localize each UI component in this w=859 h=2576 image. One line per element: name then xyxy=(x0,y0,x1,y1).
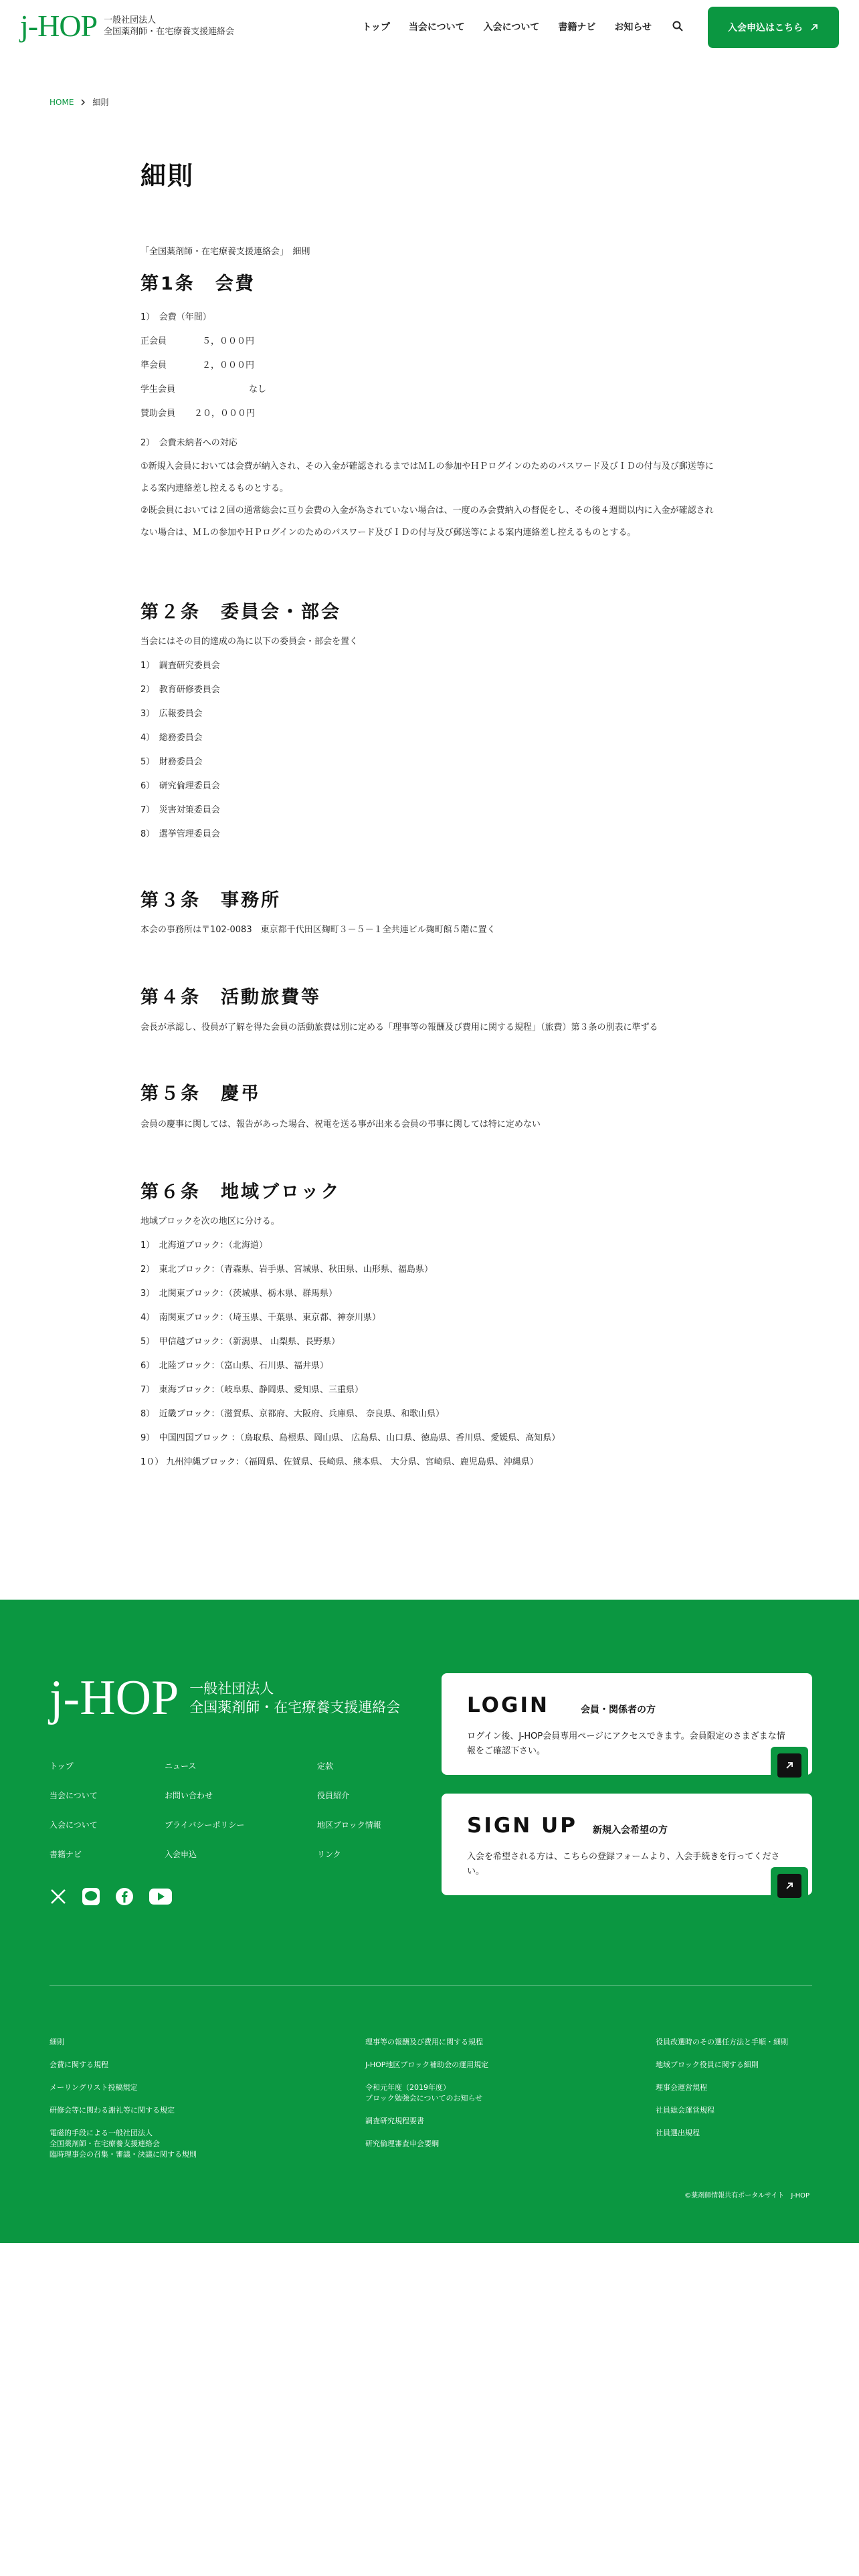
footer-logo-mark: j-HOP xyxy=(50,1671,179,1725)
article-5-title: 第５条 慶弔 xyxy=(140,1083,261,1104)
article-6 xyxy=(140,1177,716,1475)
block-item: 1０） 九州沖縄ブロック：（福岡県、佐賀県、長崎県、熊本県、 大分県、宮崎県、鹿児島県、沖縄県） xyxy=(140,1457,539,1467)
logo-mark: j-HOP xyxy=(20,9,98,43)
apply-button-label: 入会申込はこちら xyxy=(728,23,803,33)
facebook-icon[interactable] xyxy=(115,1887,134,1906)
page-title: 細則 xyxy=(140,161,195,191)
footer-logo-line1: 一般社団法人 xyxy=(189,1681,274,1697)
x-icon[interactable] xyxy=(50,1888,67,1905)
fee-row xyxy=(140,330,716,354)
logo-line2: 全国薬剤師・在宅療養支援連絡会 xyxy=(104,27,235,37)
footer-link-privacy[interactable]: プライバシーポリシー xyxy=(165,1820,245,1830)
login-desc: ログイン後、J-HOP会員専用ページにアクセスできます。会員限定のさまざまな情報をご確認下さい。 xyxy=(467,1731,785,1756)
fee-row xyxy=(140,402,716,426)
signup-title: SIGN UP xyxy=(467,1814,577,1838)
article-1 xyxy=(140,269,716,544)
line-icon[interactable] xyxy=(82,1887,100,1906)
main-content xyxy=(140,155,716,1475)
footer-logo[interactable] xyxy=(50,1673,400,1723)
login-arrow-button[interactable] xyxy=(771,1747,808,1784)
article-5-text: 会員の慶事に関しては、報告があった場合、祝電を送る事が出来る会員の弔事に関しては特に定めない xyxy=(140,1119,541,1130)
signup-desc: 入会を希望される方は、こちらの登録フォームより、入会手続きを行ってください。 xyxy=(467,1852,780,1876)
login-title: LOGIN xyxy=(467,1693,549,1717)
footer-rule-link[interactable]: 理事会運営規程 xyxy=(656,2083,707,2092)
committee-item: 4） 総務委員会 xyxy=(140,733,203,743)
nav-item-about[interactable]: 当会について xyxy=(408,22,465,33)
fee-label: 賛助会員 xyxy=(140,409,176,419)
unpaid-rule-1: ①新規入会員においては会費が納入され、その入金が確認されるまではＭＬの参加やＨＰログインのためのパスワード及びＩＤの付与及び郵送等による案内連絡差し控えるものとする。 xyxy=(140,461,714,494)
block-item: 9） 中国四国ブロック ：（鳥取県、島根県、岡山県、 広島県、山口県、徳島県、香川県、愛媛県、高知県） xyxy=(140,1433,561,1443)
block-item: 5） 甲信越ブロック：（新潟県、 山梨県、長野県） xyxy=(140,1337,341,1347)
logo-line1: 一般社団法人 xyxy=(104,15,157,25)
footer-link-apply[interactable]: 入会申込 xyxy=(165,1850,197,1859)
fee-row xyxy=(140,354,716,378)
footer-rule-link[interactable]: 調査研究規程要書 xyxy=(365,2117,424,2125)
article-6-lead: 地域ブロックを次の地区に分ける。 xyxy=(140,1216,280,1226)
search-icon[interactable] xyxy=(672,20,684,32)
article-2-lead: 当会にはその目的達成の為に以下の委員会・部会を置く xyxy=(140,637,359,647)
committee-item: 5） 財務委員会 xyxy=(140,757,203,767)
footer-link-news[interactable]: ニュース xyxy=(165,1761,197,1771)
unpaid-header: 2） 会費未納者への対応 xyxy=(140,438,237,448)
block-item: 2） 東北ブロック：（青森県、岩手県、宮城県、秋田県、山形県、福島県） xyxy=(140,1265,434,1275)
footer-rule-link[interactable]: 研修会等に関わる謝礼等に関する規定 xyxy=(50,2106,175,2115)
footer-link-officers[interactable]: 役員紹介 xyxy=(317,1791,350,1800)
fees-header: 1） 会費（年間） xyxy=(140,312,211,322)
article-3 xyxy=(140,885,716,942)
article-3-text: 本会の事務所は〒102-0083 東京都千代田区麹町３－５－１全共連ビル麹町館５階に置く xyxy=(140,925,496,935)
article-4-text: 会長が承認し、役員が了解を得た会員の活動旅費は別に定める「理事等の報酬及び費用に関する規程」（旅費）第３条の別表に準ずる xyxy=(140,1023,658,1033)
footer-rule-link[interactable]: 社員選出規程 xyxy=(656,2129,700,2137)
footer-link-about[interactable]: 当会について xyxy=(50,1791,98,1800)
copyright: ©薬剤師情報共有ポータルサイト J-HOP xyxy=(684,2192,809,2199)
committee-item: 7） 災害対策委員会 xyxy=(140,805,220,815)
arrow-up-right-icon xyxy=(777,1753,801,1778)
committee-item: 2） 教育研修委員会 xyxy=(140,685,220,695)
fee-label: 準会員 xyxy=(140,360,167,370)
footer-rule-link[interactable]: J-HOP地区ブロック補助金の運用規定 xyxy=(365,2060,489,2069)
breadcrumb-current: 細則 xyxy=(92,98,109,107)
article-2-title: 第２条 委員会・部会 xyxy=(140,602,341,623)
social-links xyxy=(50,1887,173,1906)
footer-nav xyxy=(50,1760,397,1867)
footer-rule-link[interactable]: 研究倫理審査申会要綱 xyxy=(365,2139,439,2148)
footer-rule-link[interactable]: 理事等の報酬及び費用に関する規程 xyxy=(365,2038,483,2046)
footer-rule-link[interactable]: メーリングリスト投稿規定 xyxy=(50,2083,138,2092)
site-logo[interactable] xyxy=(20,11,234,41)
block-item: 7） 東海ブロック：（岐阜県、静岡県、愛知県、三重県） xyxy=(140,1385,364,1395)
youtube-icon[interactable] xyxy=(149,1888,173,1905)
site-footer xyxy=(0,1600,859,2243)
footer-link-articles[interactable]: 定款 xyxy=(317,1761,334,1771)
nav-item-top[interactable]: トップ xyxy=(362,22,390,33)
arrow-up-right-icon xyxy=(777,1874,801,1898)
nav-item-news[interactable]: お知らせ xyxy=(614,22,652,33)
fee-label: 正会員 xyxy=(140,336,167,346)
footer-link-blocks[interactable]: 地区ブロック情報 xyxy=(317,1820,381,1830)
nav-item-join[interactable]: 入会について xyxy=(483,22,540,33)
article-2 xyxy=(140,597,716,847)
fee-label: 学生会員 xyxy=(140,385,176,395)
block-item: 4） 南関東ブロック：（埼玉県、千葉県、東京都、神奈川県） xyxy=(140,1313,381,1323)
committee-item: 1） 調査研究委員会 xyxy=(140,661,220,671)
footer-link-join[interactable]: 入会について xyxy=(50,1820,98,1830)
fee-value: ２，０００円 xyxy=(202,360,255,370)
footer-link-books[interactable]: 書籍ナビ xyxy=(50,1850,82,1859)
fee-row xyxy=(140,378,716,402)
footer-logo-line2: 全国薬剤師・在宅療養支援連絡会 xyxy=(189,1699,401,1715)
unpaid-rule-2: ②既会員においては２回の通常総会に亘り会費の入金が為されていない場合は、一度のみ会費納入の督促をし、その後４週間以内に入金が確認されない場合は、ＭＬの参加やＨＰログインのためのパスワード及びＩＤの付与及び郵送等による案内連絡差し控えるものとする。 xyxy=(140,506,714,538)
fee-value: なし xyxy=(249,385,267,395)
article-4-title: 第４条 活動旅費等 xyxy=(140,987,321,1008)
login-subtitle: 会員・関係者の方 xyxy=(581,1705,656,1715)
footer-rule-link[interactable]: 社員総会運営規程 xyxy=(656,2106,714,2115)
block-item: 3） 北関東ブロック：（茨城県、栃木県、群馬県） xyxy=(140,1289,338,1299)
chevron-right-icon xyxy=(80,99,86,106)
footer-rule-link[interactable]: 役員改選時のその選任方法と手順・細則 xyxy=(656,2038,788,2046)
breadcrumb xyxy=(50,96,108,108)
intro-text: 「全国薬剤師・在宅療養支援連絡会」 細則 xyxy=(140,247,310,257)
fee-value: ２０，０００円 xyxy=(194,409,256,419)
apply-button[interactable] xyxy=(708,7,839,48)
article-5 xyxy=(140,1079,716,1137)
footer-logo-text xyxy=(189,1679,400,1717)
committee-item: 8） 選挙管理委員会 xyxy=(140,829,220,839)
login-card[interactable] xyxy=(442,1673,812,1775)
block-item: 8） 近畿ブロック：（滋賀県、京都府、大阪府、兵庫県、 奈良県、和歌山県） xyxy=(140,1409,445,1419)
article-4 xyxy=(140,982,716,1039)
arrow-up-right-icon xyxy=(809,23,819,32)
logo-text xyxy=(104,15,234,37)
committee-item: 3） 広報委員会 xyxy=(140,709,203,719)
article-6-title: 第６条 地域ブロック xyxy=(140,1182,341,1202)
block-item: 1） 北海道ブロック：（北海道） xyxy=(140,1241,268,1251)
signup-card[interactable] xyxy=(442,1794,812,1895)
fee-value: ５，０００円 xyxy=(202,336,255,346)
footer-rule-link[interactable]: 会費に関する規程 xyxy=(50,2060,108,2069)
article-3-title: 第３条 事務所 xyxy=(140,890,281,911)
footer-link-links[interactable]: リンク xyxy=(317,1850,341,1859)
footer-rule-link[interactable]: 電磁的手段による一般社団法人 全国薬剤師・在宅療養支援連絡会 臨時理事会の召集・審議・決議に関する規則 xyxy=(50,2129,197,2159)
nav-item-books[interactable]: 書籍ナビ xyxy=(558,22,596,33)
footer-rule-link[interactable]: 令和元年度（2019年度） ブロック勉強会についてのお知らせ xyxy=(365,2083,483,2103)
main-nav xyxy=(362,20,652,33)
committee-item: 6） 研究倫理委員会 xyxy=(140,781,220,791)
signup-arrow-button[interactable] xyxy=(771,1867,808,1905)
signup-subtitle: 新規入会希望の方 xyxy=(593,1825,668,1836)
footer-link-contact[interactable]: お問い合わせ xyxy=(165,1791,213,1800)
article-1-title: 第1条 会費 xyxy=(140,274,256,294)
breadcrumb-home[interactable]: HOME xyxy=(50,97,74,107)
site-header xyxy=(0,0,859,55)
footer-rule-link[interactable]: 細則 xyxy=(50,2038,64,2046)
footer-link-top[interactable]: トップ xyxy=(50,1761,74,1771)
footer-rule-link[interactable]: 地域ブロック役員に関する細則 xyxy=(656,2060,759,2069)
block-item: 6） 北陸ブロック：（富山県、石川県、福井県） xyxy=(140,1361,329,1371)
